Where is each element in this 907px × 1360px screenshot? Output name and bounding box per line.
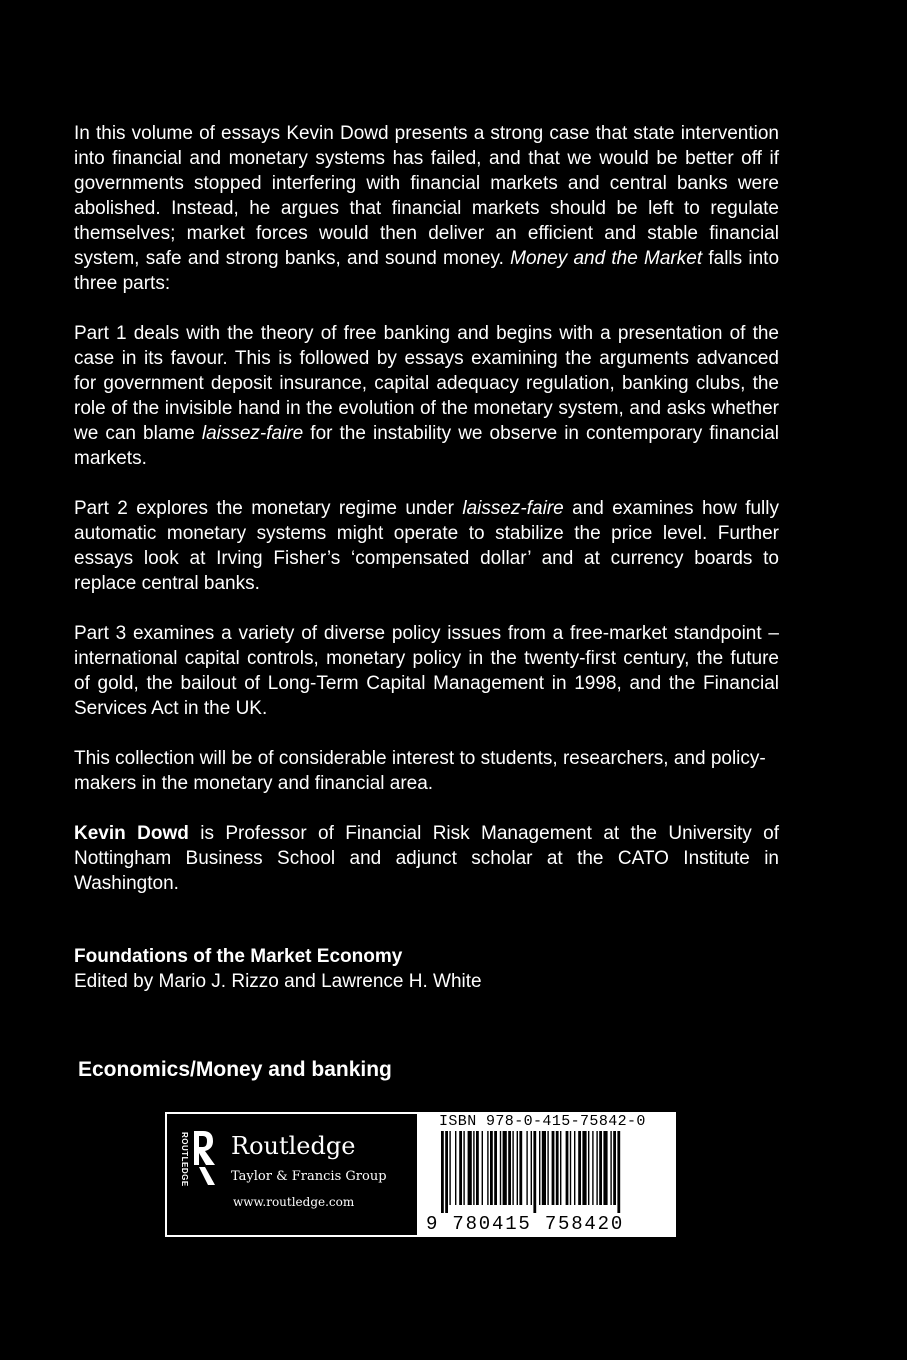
barcode-bar [603, 1131, 607, 1205]
barcode-bar [610, 1131, 611, 1205]
barcode-bar [482, 1131, 483, 1205]
barcode-bar [517, 1131, 518, 1205]
back-cover-blurb [74, 121, 779, 921]
publisher-url: www.routledge.com [233, 1195, 355, 1209]
barcode-bar [566, 1131, 569, 1205]
barcode-bar [455, 1131, 456, 1205]
isbn-label: ISBN 978-0-415-75842-0 [439, 1113, 646, 1130]
barcode-bar [500, 1131, 501, 1205]
routledge-logo-icon [191, 1129, 217, 1187]
publisher-side-text: ROUTLEDGE [180, 1132, 189, 1187]
barcode-bar [560, 1131, 561, 1205]
barcode-bar [533, 1131, 536, 1213]
barcode-bar [449, 1131, 450, 1205]
barcode-bar [490, 1131, 493, 1205]
barcode-bar [547, 1131, 548, 1205]
barcode-bar [512, 1131, 513, 1205]
publisher-name: Routledge [231, 1132, 356, 1160]
barcode-bar [468, 1131, 472, 1205]
blurb-paragraph-intro [74, 121, 779, 296]
part1-text: Part 1 deals with the theory of free banking and begins with a presentation of the case in its favour. This is followed by essays examining the arguments advanced for government deposit insurance, capital adequacy regulation, banking clubs, the role of the invisible hand in the evolution of the monetary system, and asks whether we can blame [74, 323, 779, 444]
subject-category: Economics/Money and banking [78, 1058, 392, 1081]
barcode-bar [487, 1131, 488, 1205]
barcode-bar [526, 1131, 527, 1205]
barcode-bar [596, 1131, 597, 1205]
barcode-bar [582, 1131, 586, 1205]
barcode-bar [542, 1131, 546, 1205]
part2-italic: laissez-faire [462, 498, 564, 519]
intro-tail: falls into three parts: [74, 248, 780, 294]
part2-tail: and examines how fully automatic monetary systems might operate to stabilize the price level. Further essays look at Irving Fisher’s ‘compensated dollar’ and at currency boards to replace central banks. [74, 498, 779, 594]
barcode-bar [613, 1131, 616, 1205]
publisher-block [167, 1114, 417, 1235]
part1-italic: laissez-faire [201, 423, 304, 444]
barcode-bar [570, 1131, 571, 1205]
publisher-group: Taylor & Francis Group [231, 1169, 387, 1184]
blurb-paragraph-part1 [74, 321, 779, 471]
series-title: Foundations of the Market Economy [74, 946, 403, 967]
barcode-bar [476, 1131, 479, 1205]
barcode-bar [494, 1131, 497, 1205]
barcode-bar [519, 1131, 522, 1205]
barcode-bar [539, 1131, 540, 1205]
publisher-barcode-box [165, 1112, 676, 1237]
book-title-italic: Money and the Market [510, 248, 703, 269]
barcode-bar [556, 1131, 559, 1205]
part2-text: Part 2 explores the monetary regime under [74, 498, 454, 519]
barcode-bar [552, 1131, 555, 1205]
blurb-paragraph-part3: Part 3 examines a variety of diverse policy issues from a free-market standpoint – international capital controls, monetary policy in the twenty-first century, the future of gold, the bailout of Long-Term Capital Management in 1998, and the Financial Services Act in the UK. [74, 623, 779, 719]
barcode-bar [473, 1131, 474, 1205]
barcode-bar [503, 1131, 507, 1205]
barcode-bar [441, 1131, 444, 1213]
author-bio-text: is Professor of Financial Risk Management at the University of Nottingham Business School and adjunct scholar at the CATO Institute in Washington. [74, 823, 779, 894]
barcode-bar [574, 1131, 575, 1205]
author-name: Kevin Dowd [74, 823, 189, 844]
barcode-bar [617, 1131, 620, 1213]
intro-text: In this volume of essays Kevin Dowd presents a strong case that state intervention into financial and monetary systems has failed, and that we would be better off if governments stopped interfering with financial markets and central banks were abolished. Instead, he argues that financial markets should be left to regulate themselves; market forces would then deliver an efficient and stable financial system, safe and strong banks, and sound money. [74, 123, 779, 269]
barcode-bar [599, 1131, 602, 1205]
barcode-bar [531, 1131, 532, 1205]
barcode-bar [463, 1131, 464, 1205]
series-info [74, 944, 482, 994]
blurb-paragraph-part2 [74, 496, 779, 596]
series-editors: Edited by Mario J. Rizzo and Lawrence H. White [74, 971, 482, 992]
barcode-bar [592, 1131, 593, 1205]
barcode-bar [459, 1131, 462, 1205]
part1-tail: for the instability we observe in contemporary financial markets. [74, 423, 779, 469]
barcode-bar [445, 1131, 448, 1213]
blurb-paragraph-audience: This collection will be of considerable interest to students, researchers, and policy-makers in the monetary and financial area. [74, 748, 766, 794]
barcode-bar [508, 1131, 511, 1205]
barcode-bar [578, 1131, 581, 1205]
author-bio [74, 821, 779, 896]
ean-digits: 9 780415 758420 [426, 1213, 625, 1235]
barcode-icon [441, 1131, 666, 1213]
barcode-bar [588, 1131, 589, 1205]
